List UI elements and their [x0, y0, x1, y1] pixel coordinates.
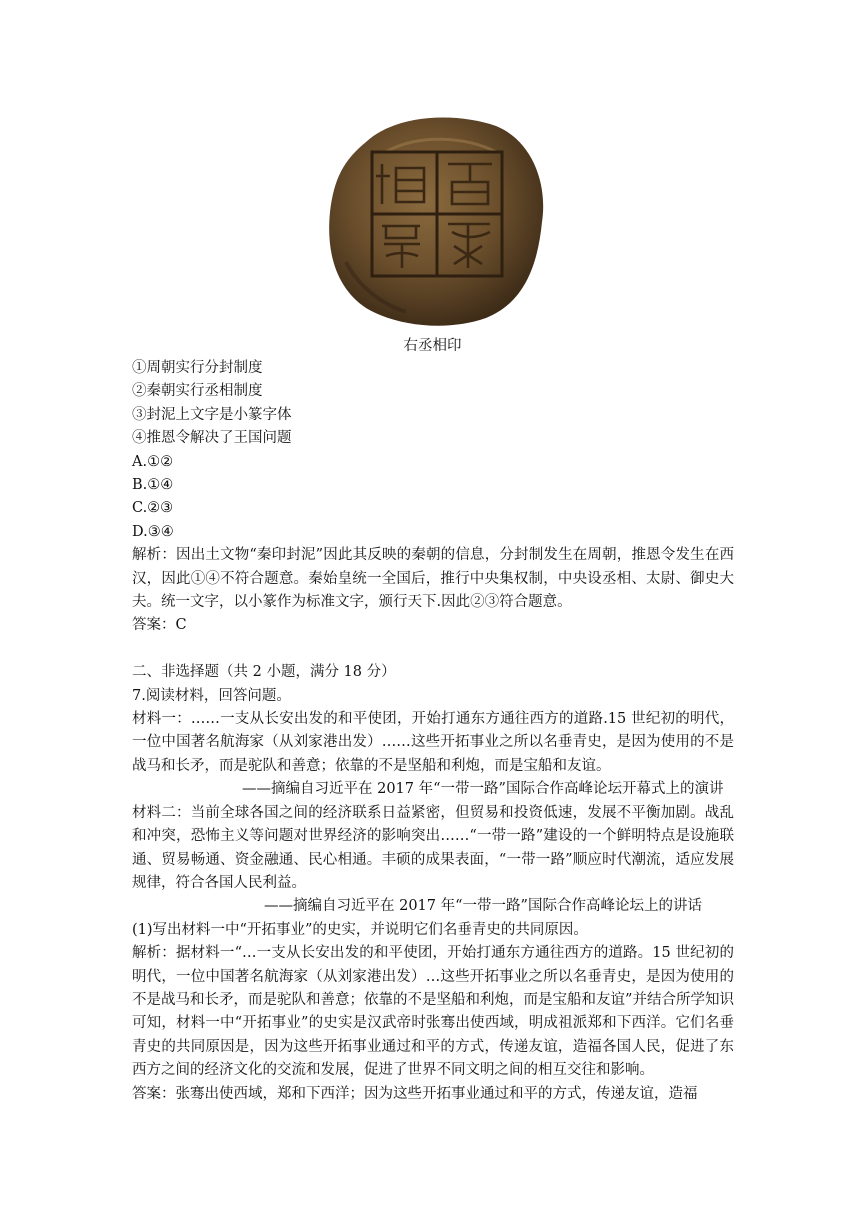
sub-question-1-answer: 答案：张骞出使西域，郑和下西洋；因为这些开拓事业通过和平的方式，传递友谊，造福	[132, 1085, 698, 1102]
material-1-source: ——摘编自习近平在 2017 年“一带一路”国际合作高峰论坛开幕式上的演讲	[242, 781, 724, 798]
material-1: 材料一：……一支从长安出发的和平使团，开始打通东方通往西方的道路.15 世纪初的明代，一位中国著名航海家（从刘家港出发）……这些开拓事业之所以名垂青史，是因为使用的不是战马和长矛，而是驼队和善意；依靠的不是坚船和利炮，而是宝船和友谊。	[132, 711, 734, 774]
section-heading: 二、非选择题（共 2 小题，满分 18 分）	[132, 664, 396, 681]
choice-a: A.①②	[132, 453, 174, 470]
q6-answer: 答案：C	[132, 617, 187, 634]
sub-question-1-analysis: 解析：据材料一“…一支从长安出发的和平使团，开始打通东方通往西方的道路。15 世纪初的明代，一位中国著名航海家（从刘家港出发）…这些开拓事业之所以名垂青史，是因为使用的不是战马和长矛，而是驼队和善意；依靠的不是坚船和利炮，而是宝船和友谊”并结合所学知识可知，材料一中“开拓事业”的史实是汉武帝时张骞出使西域，明成祖派郑和下西洋。它们名垂青史的共同原因是，因为这些开拓事业通过和平的方式，传递友谊，造福各国人民，促进了东西方之间的经济文化的交流和发展，促进了世界不同文明之间的相互交往和影响。	[132, 945, 734, 1079]
option-2: ②秦朝实行丞相制度	[132, 383, 263, 400]
option-4: ④推恩令解决了王国问题	[132, 430, 292, 447]
sub-question-1: (1)写出材料一中“开拓事业”的史实，并说明它们名垂青史的共同原因。	[132, 921, 588, 938]
choice-d: D.③④	[132, 523, 174, 540]
q6-analysis: 解析：因出土文物“秦印封泥”因此其反映的秦朝的信息，分封制发生在周朝，推恩令发生在西汉，因此①④不符合题意。秦始皇统一全国后，推行中央集权制，中央设丞相、太尉、御史大夫。统一文字，以小篆作为标准文字，颁行天下.因此②③符合题意。	[132, 547, 734, 611]
choice-c: C.②③	[132, 500, 174, 517]
option-3: ③封泥上文字是小篆字体	[132, 406, 292, 423]
choice-b: B.①④	[132, 477, 174, 494]
option-1: ①周朝实行分封制度	[132, 360, 263, 376]
clay-seal-image	[326, 112, 548, 330]
q7-title: 7.阅读材料，回答问题。	[132, 687, 291, 704]
material-2: 材料二：当前全球各国之间的经济联系日益紧密，但贸易和投资低速，发展不平衡加剧。战乱和冲突，恐怖主义等问题对世界经济的影响突出……“一带一路”建设的一个鲜明特点是设施联通、贸易畅通、资金融通、民心相通。丰硕的成果表面，“一带一路”顺应时代潮流，适应发展规律，符合各国人民利益。	[132, 804, 734, 891]
material-2-source: ——摘编自习近平在 2017 年“一带一路”国际合作高峰论坛上的讲话	[264, 898, 702, 915]
document-body	[132, 357, 734, 1106]
figure-caption: 右丞相印	[403, 338, 462, 354]
seal-icon	[326, 112, 548, 330]
spacer	[132, 638, 734, 661]
